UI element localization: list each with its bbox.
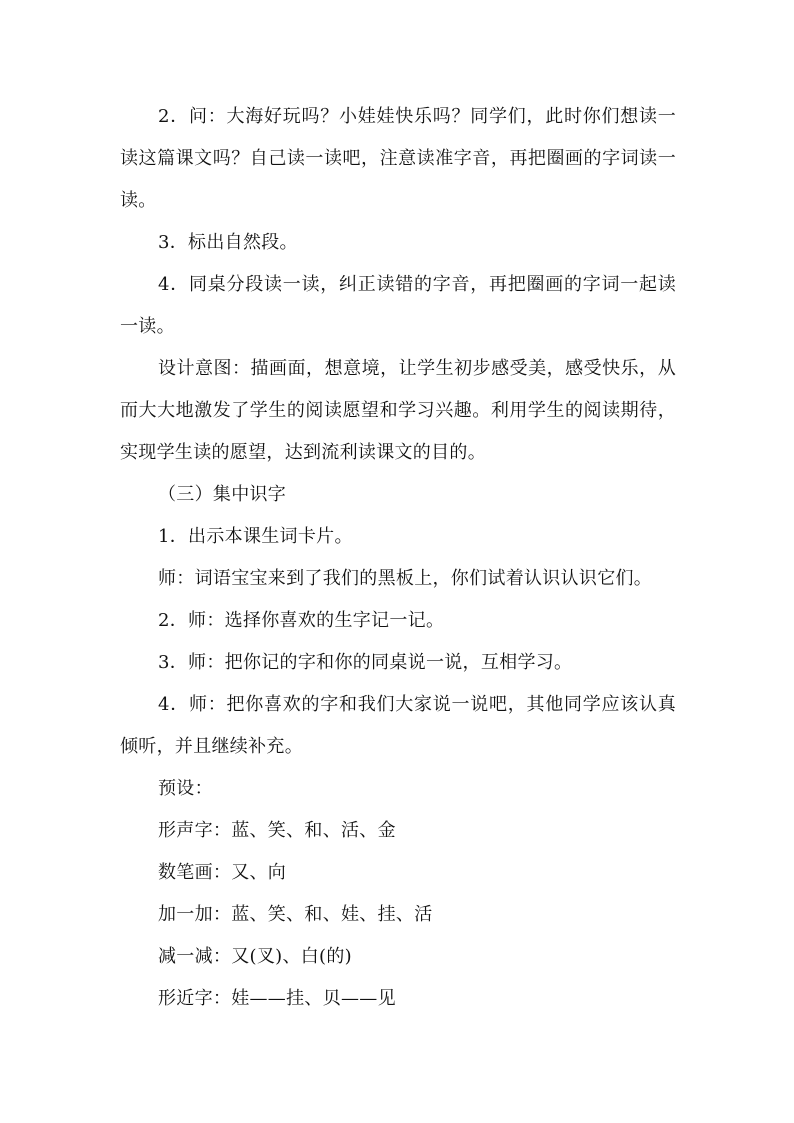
paragraph-remove-components: 减一减：又(叉)、白(的) (158, 946, 352, 967)
paragraph-step-4-partner-reading: 4．同桌分段读一读，纠正读错的字音，再把圈画的字词一起读一读。 (120, 274, 676, 337)
paragraph-step-4-share-with-class: 4．师：把你喜欢的字和我们大家说一说吧，其他同学应该认真倾听，并且继续补充。 (120, 694, 676, 757)
paragraph-phono-semantic-characters: 形声字：蓝、笑、和、活、金 (158, 820, 396, 841)
document-body (120, 96, 676, 1020)
paragraph-add-components: 加一加：蓝、笑、和、娃、挂、活 (158, 904, 433, 925)
paragraph-step-2-favorite-characters: 2．师：选择你喜欢的生字记一记。 (158, 610, 445, 631)
paragraph-step-3-mark-sections: 3．标出自然段。 (158, 232, 298, 253)
paragraph-step-1-word-cards: 1．出示本课生词卡片。 (158, 526, 353, 547)
paragraph-count-strokes: 数笔画：又、向 (158, 862, 287, 883)
section-heading-character-learning: （三）集中识字 (158, 484, 287, 505)
paragraph-design-intent: 设计意图：描画面，想意境，让学生初步感受美，感受快乐，从而大大地激发了学生的阅读愿望和学习兴趣。利用学生的阅读期待，实现学生读的愿望，达到流利读课文的目的。 (120, 358, 676, 463)
paragraph-similar-characters: 形近字：娃——挂、贝——见 (158, 988, 396, 1009)
paragraph-step-3-share-with-partner: 3．师：把你记的字和你的同桌说一说，互相学习。 (158, 652, 573, 673)
paragraph-step-2-reading: 2．问：大海好玩吗？小娃娃快乐吗？同学们，此时你们想读一读这篇课文吗？自己读一读吧，注意读准字音，再把圈画的字词读一读。 (120, 106, 676, 211)
paragraph-teacher-word-babies: 师：词语宝宝来到了我们的黑板上，你们试着认识认识它们。 (158, 568, 653, 589)
paragraph-preset-label: 预设： (158, 778, 213, 799)
